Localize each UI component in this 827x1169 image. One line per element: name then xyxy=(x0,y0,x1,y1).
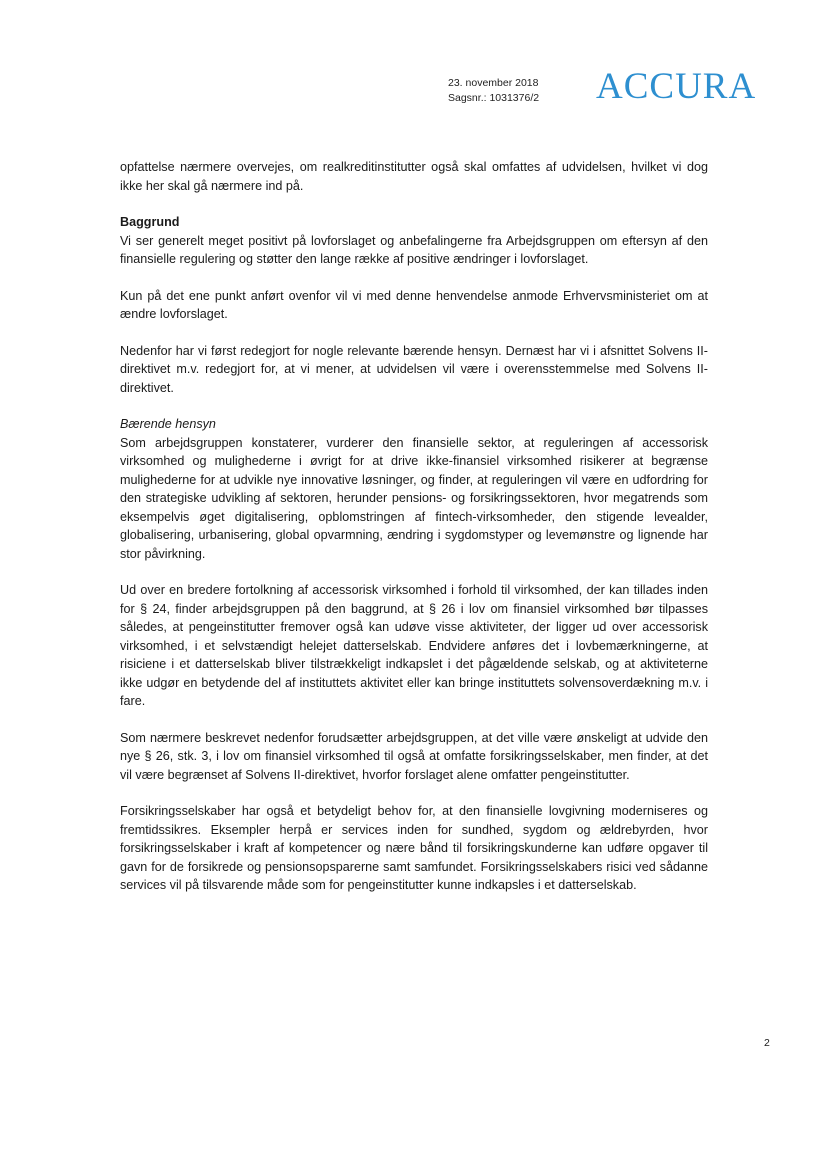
paragraph: Som arbejdsgruppen konstaterer, vurderer den finansielle sektor, at reguleringen af accessorisk virksomhed og mulighederne i øvrigt for at drive ikke-finansiel virksomhed risikerer at begrænse mulighederne for at udvikle nye innovative løsninger, og finder, at reguleringen vil være en udfordring for den strategiske udvikling af sektoren, herunder pensions- og forsikringssektoren, hvor megatrends som eksempelvis øget digitalisering, opblomstringen af fintech-virksomheder, den stigende levealder, globalisering, urbanisering, global opvarmning, ændring i sygdomstyper og levemønstre og lignende har stor påvirkning. xyxy=(120,435,708,561)
paragraph: Ud over en bredere fortolkning af accessorisk virksomhed i forhold til virksomhed, der kan tillades inden for § 24, finder arbejdsgruppen på den baggrund, at § 26 i lov om finansiel virksomhed bør tilpasses således, at pengeinstitutter fremover også kan udøve visse aktiviteter, der ligger ud over accessorisk virksomhed, i et selvstændigt helejet datterselskab. Endvidere anføres det i lovbemærkningerne, at risiciene i et datterselskab bliver tilstrækkeligt indkapslet i det pågældende selskab, og at aktiviteterne ikke udgør en betydende del af instituttets aktivitet eller kan bringe instituttets solvensoverdækning m.v. i fare. xyxy=(120,583,708,708)
page-number: 2 xyxy=(764,1037,770,1049)
subsection-heading: Bærende hensyn xyxy=(120,417,216,431)
document-date: 23. november 2018 xyxy=(448,77,539,89)
paragraph: Som nærmere beskrevet nedenfor forudsætter arbejdsgruppen, at det ville være ønskeligt at udvide den nye § 26, stk. 3, i lov om finansiel virksomhed til også at omfatte forsikringsselskaber, men finder, at det vil være begrænset af Solvens II-direktivet, hvorfor forslaget alene omfatter pengeinstitutter. xyxy=(120,730,708,782)
paragraph: Kun på det ene punkt anført ovenfor vil vi med denne henvendelse anmode Erhvervsministeriet om at ændre lovforslaget. xyxy=(120,288,708,321)
intro-paragraph: opfattelse nærmere overvejes, om realkreditinstitutter også skal omfattes af udvidelsen, hvilket vi dog ikke her skal gå nærmere ind på. xyxy=(120,160,708,193)
case-number: Sagsnr.: 1031376/2 xyxy=(448,92,540,104)
paragraph: Nedenfor har vi først redegjort for nogle relevante bærende hensyn. Dernæst har vi i afsnittet Solvens II-direktivet m.v. redegjort for, at vi mener, at udvidelsen vil være i overensstemmelse med Solvens II-direktivet. xyxy=(120,343,708,395)
document-meta xyxy=(448,76,539,106)
paragraph: Vi ser generelt meget positivt på lovforslaget og anbefalingerne fra Arbejdsgruppen om eftersyn af den finansielle regulering og støtter den lange række af positive ændringer i lovforslaget. xyxy=(120,233,708,266)
accura-logo: ACCURA xyxy=(596,66,757,107)
paragraph: Forsikringsselskaber har også et betydeligt behov for, at den finansielle lovgivning moderniseres og fremtidssikres. Eksempler herpå er services inden for sundhed, sygdom og ældrebyrden, hvor forsikringsselskaber i kraft af kompetencer og nære bånd til forsikringskunderne kan udføre opgaver til gavn for de forsikrede og pensionsopsparerne samt samfundet. Forsikringsselskabers risici ved sådanne services vil på tilsvarende måde som for pengeinstitutter kunne indkapsles i et datterselskab. xyxy=(120,804,708,892)
document-body xyxy=(120,158,708,913)
section-heading: Baggrund xyxy=(120,215,180,229)
